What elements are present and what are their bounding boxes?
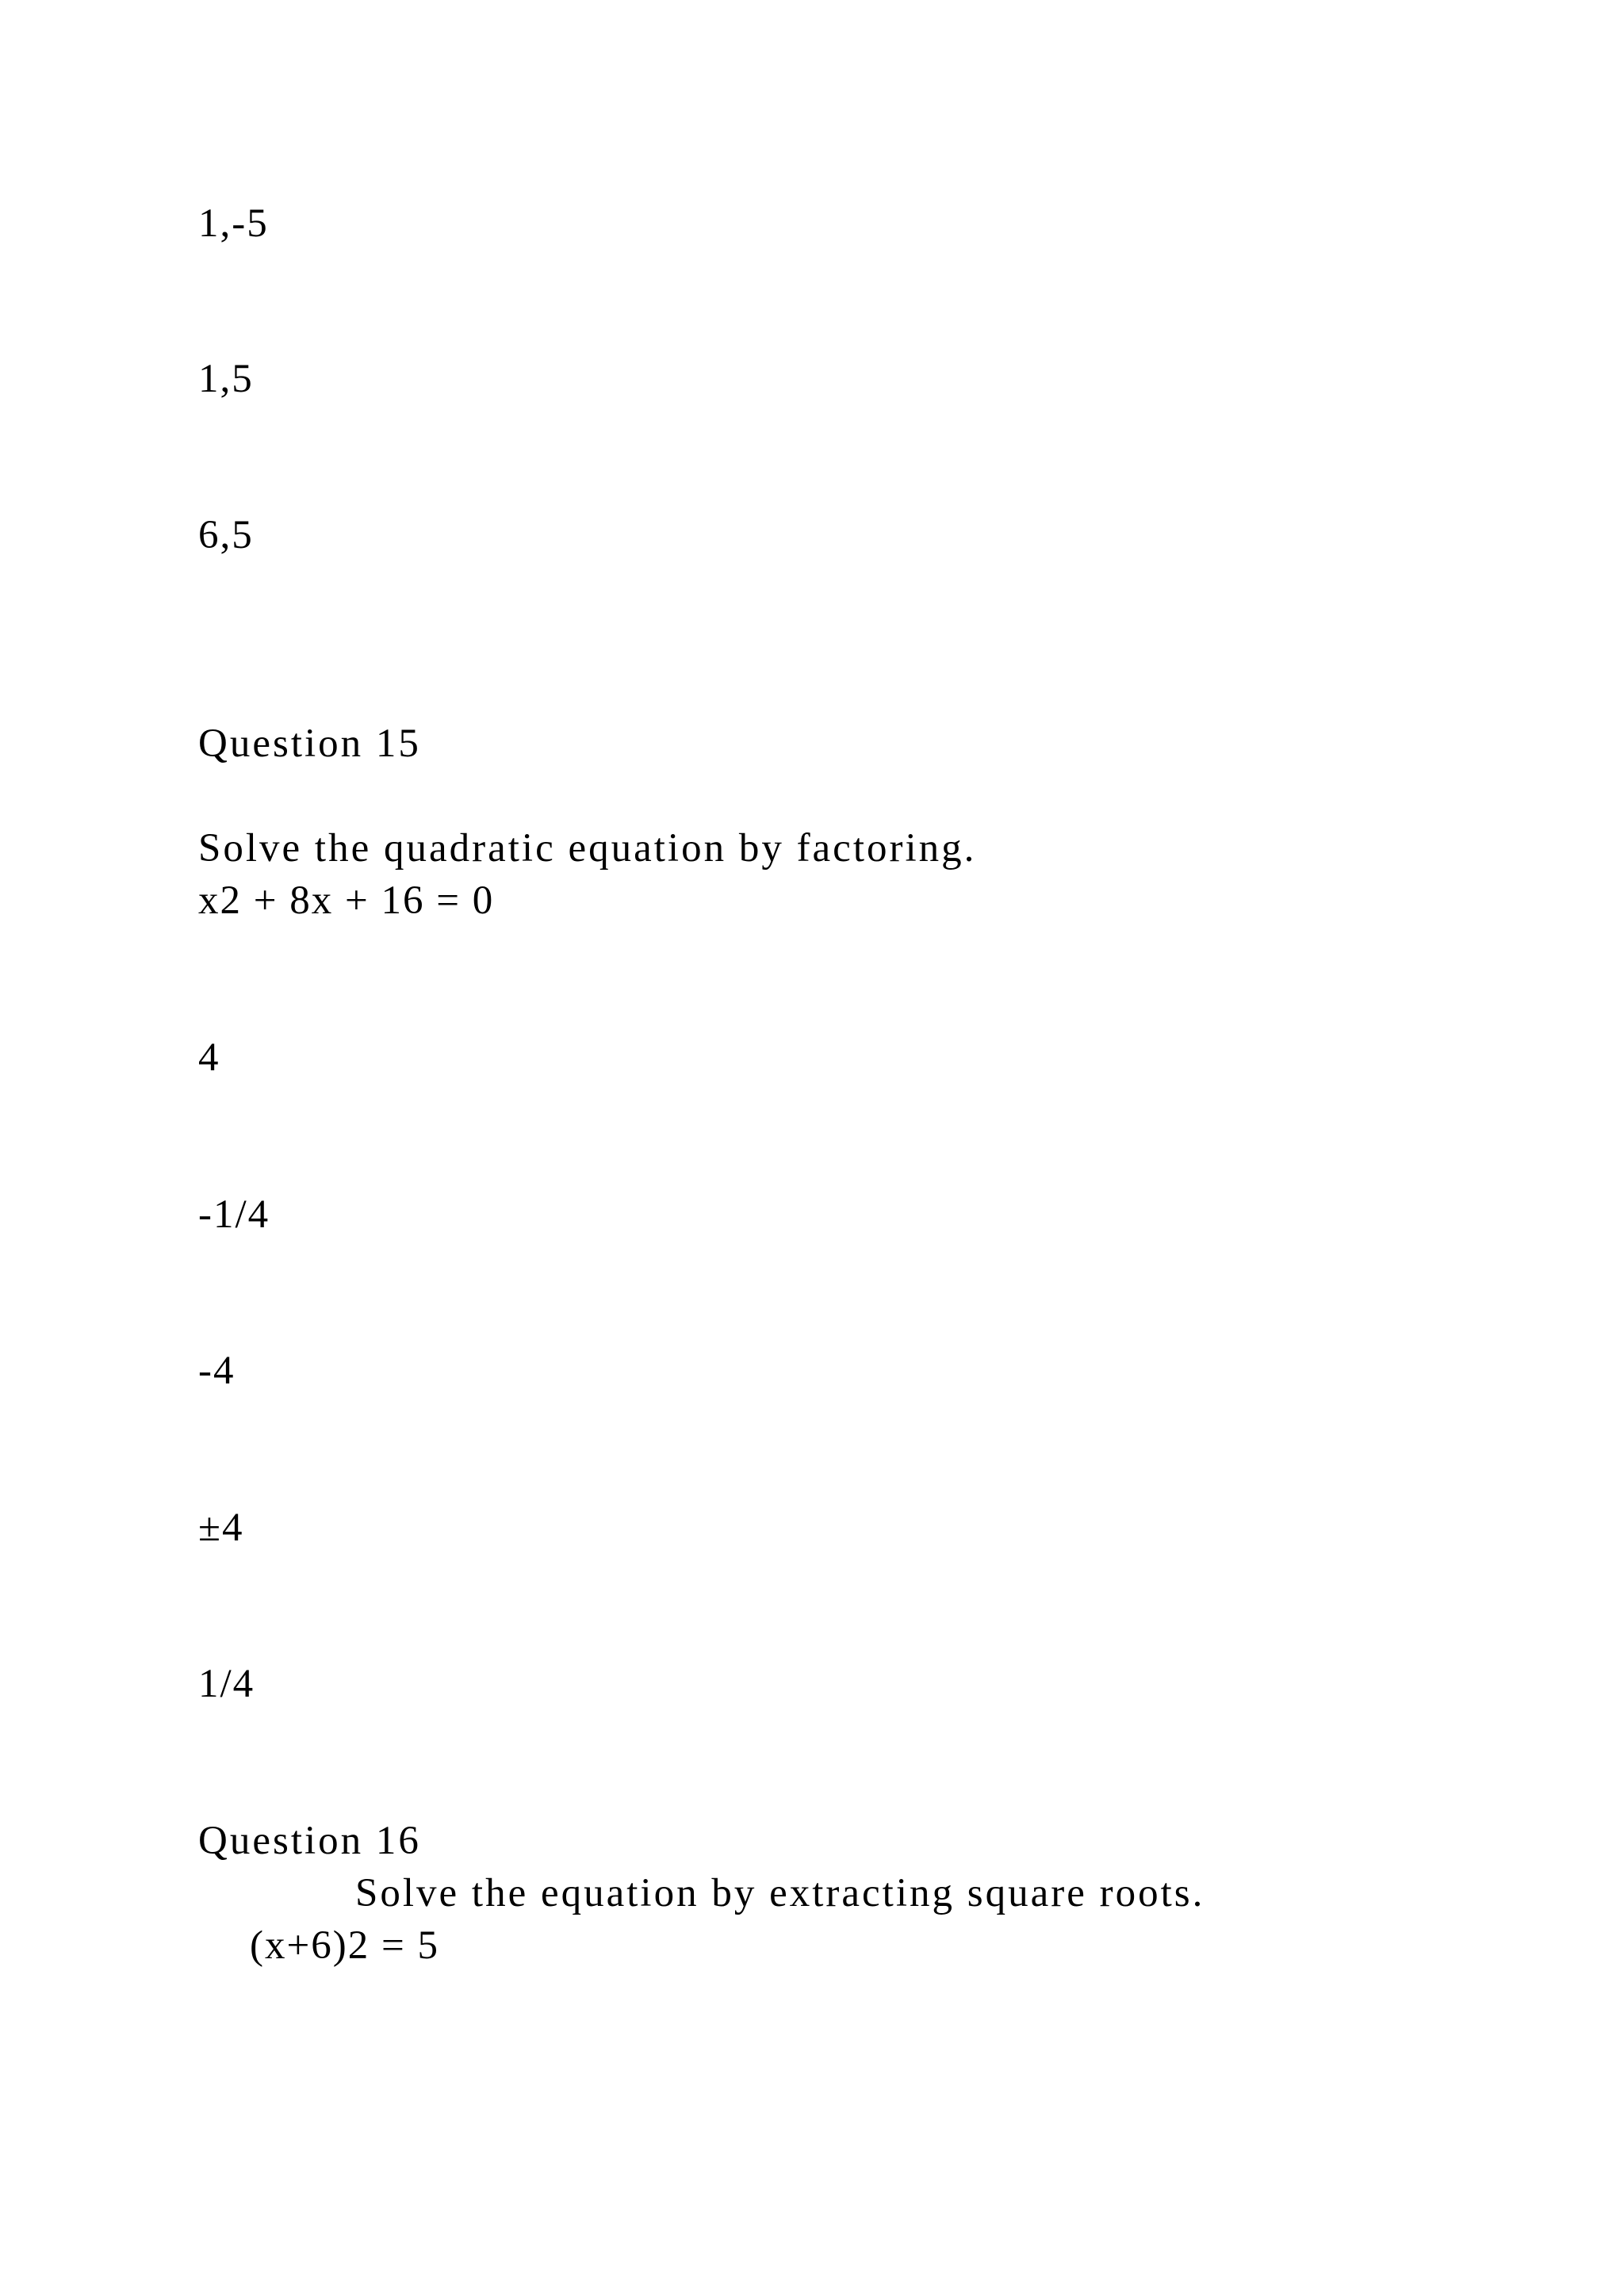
answer-option[interactable]: 4 — [198, 1035, 220, 1080]
question-15-prompt: Solve the quadratic equation by factoring. — [198, 826, 977, 871]
answer-option[interactable]: ±4 — [198, 1506, 244, 1550]
answer-option[interactable]: 1/4 — [198, 1662, 255, 1706]
question-16-equation: (x+6)2 = 5 — [250, 1923, 439, 1968]
answer-option[interactable]: 1,5 — [198, 357, 254, 401]
answer-option[interactable]: -1/4 — [198, 1192, 270, 1237]
question-16-title: Question 16 — [198, 1819, 421, 1863]
question-16-prompt: Solve the equation by extracting square roots. — [355, 1871, 1205, 1915]
question-15-equation: x2 + 8x + 16 = 0 — [198, 878, 495, 923]
answer-option[interactable]: -4 — [198, 1349, 236, 1393]
answer-option[interactable]: 6,5 — [198, 513, 254, 557]
answer-option[interactable]: 1,-5 — [198, 201, 269, 246]
question-15-title: Question 15 — [198, 721, 421, 766]
